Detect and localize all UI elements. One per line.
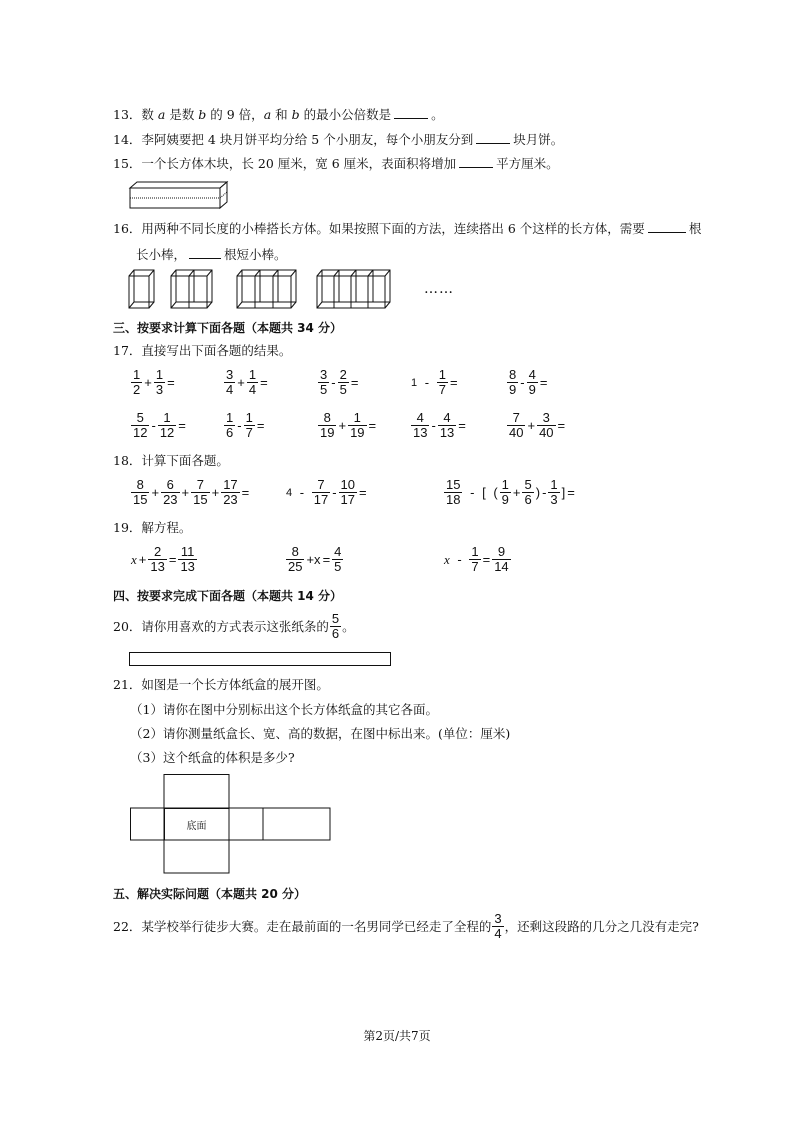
expr-17-6: $\frac{5}{12}$ - $\frac{1}{12}$ =	[133, 410, 186, 440]
question-15: 15．一个长方体木块，长 20 厘米，宽 6 厘米，表面积将增加 平方厘米。	[113, 156, 559, 171]
equation-19-1: x + $\frac{2}{13}$ = $\frac{11}{13}$	[131, 544, 195, 574]
section-3-heading: 三、按要求计算下面各题（本题共 34 分）	[113, 321, 343, 335]
expr-18-2: 4 - $\frac{7}{17}$ - $\frac{10}{17}$ =	[286, 477, 367, 507]
question-17: 17．直接写出下面各题的结果。	[113, 343, 292, 358]
expr-17-3: $\frac{3}{5}$ - $\frac{2}{5}$ =	[320, 367, 359, 397]
equation-19-3: x - $\frac{1}{7}$ = $\frac{9}{14}$	[444, 544, 509, 574]
answer-blank[interactable]	[648, 221, 686, 233]
section-5-heading: 五、解决实际问题（本题共 20 分）	[113, 887, 307, 901]
wood-block-figure	[128, 180, 228, 210]
question-22: 22．某学校举行徒步大赛。走在最前面的一名男同学已经走了全程的 $\frac{3}{4}$ ，还剩这段路的几分之几没有走完?	[113, 911, 699, 941]
section-4-heading: 四、按要求完成下面各题（本题共 14 分）	[113, 589, 343, 603]
expr-17-1: $\frac{1}{2}$ + $\frac{1}{3}$ =	[133, 367, 175, 397]
answer-blank[interactable]	[459, 156, 493, 168]
expr-18-1: $\frac{8}{15}$ + $\frac{6}{23}$ + $\frac{7}{15}$ + $\frac{17}{23}$ =	[133, 477, 250, 507]
question-20: 20．请你用喜欢的方式表示这张纸条的 $\frac{5}{6}$ 。	[113, 611, 355, 641]
question-21: 21．如图是一个长方体纸盒的展开图。	[113, 677, 329, 692]
question-19: 19．解方程。	[113, 520, 192, 535]
answer-blank[interactable]	[394, 107, 428, 119]
question-16: 16．用两种不同长度的小棒搭长方体。如果按照下面的方法，连续搭出 6 个这样的长方体，需要 根	[113, 221, 702, 236]
question-14: 14．李阿姨要把 4 块月饼平均分给 5 个小朋友，每个小朋友分到 块月饼。	[113, 132, 564, 147]
expr-17-7: $\frac{1}{6}$ - $\frac{1}{7}$ =	[226, 410, 265, 440]
question-21-sub2: （2）请你测量纸盒长、宽、高的数据，在图中标出来。(单位：厘米)	[130, 726, 511, 741]
equation-19-2: $\frac{8}{25}$ +x = $\frac{4}{5}$	[288, 544, 342, 574]
expr-17-5: $\frac{8}{9}$ - $\frac{4}{9}$ =	[509, 367, 548, 397]
box-net-diagram	[130, 774, 332, 874]
page-footer: 第2页/共7页	[363, 1029, 431, 1043]
stick-cuboids-figure	[127, 268, 407, 310]
expr-17-9: $\frac{4}{13}$ - $\frac{4}{13}$ =	[413, 410, 466, 440]
question-21-sub1: （1）请你在图中分别标出这个长方体纸盒的其它各面。	[130, 702, 438, 717]
expr-17-10: $\frac{7}{40}$ + $\frac{3}{40}$ =	[509, 410, 566, 440]
expr-17-4: 1 - $\frac{1}{7}$ =	[411, 367, 458, 397]
question-18: 18．计算下面各题。	[113, 453, 229, 468]
expr-17-8: $\frac{8}{19}$ + $\frac{1}{19}$ =	[320, 410, 377, 440]
expr-17-2: $\frac{3}{4}$ + $\frac{1}{4}$ =	[226, 367, 268, 397]
answer-blank[interactable]	[189, 247, 221, 259]
expr-18-3: $\frac{15}{18}$ - [ ( $\frac{1}{9}$ + $\frac{5}{6}$ ) - $\frac{1}{3}$ ] =	[446, 477, 575, 507]
question-16-line2: 长小棒， 根短小棒。	[136, 247, 287, 262]
ellipsis: ……	[424, 281, 454, 297]
answer-blank[interactable]	[476, 132, 510, 144]
bottom-face-label: 底面	[186, 821, 207, 832]
paper-strip[interactable]	[129, 652, 391, 666]
question-21-sub3: （3）这个纸盒的体积是多少?	[130, 750, 295, 765]
question-13: 13．数 a 是数 b 的 9 倍，a 和 b 的最小公倍数是 。	[113, 107, 444, 122]
